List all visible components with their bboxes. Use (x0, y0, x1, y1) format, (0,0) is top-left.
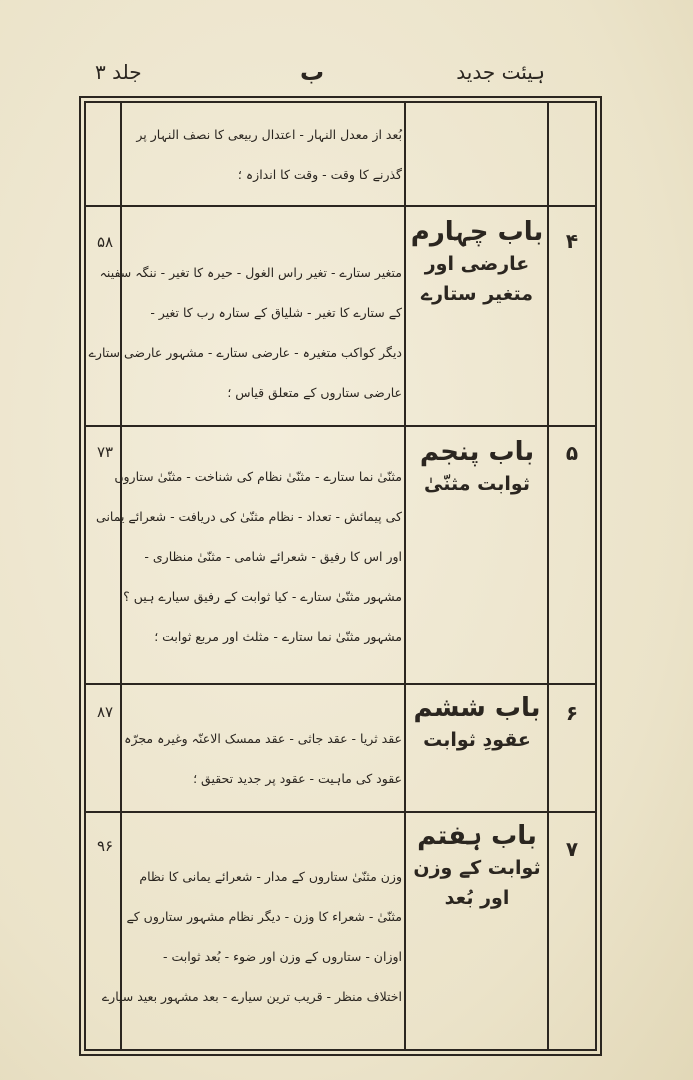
chapter-heading (408, 215, 546, 309)
content-line: وزن مثنّیٰ ستاروں کے مدار - شعرائے یمانی کا نظام (139, 869, 402, 884)
chapter-subtitle: عقودِ ثوابت (423, 729, 531, 751)
content-line: گذرنے کا وقت - وقت کا اندازہ ؛ (237, 167, 402, 182)
content-line: عقد ثریا - عقد جاثی - عقد ممسک الاعنّہ وغیرہ مجرّہ (124, 731, 402, 746)
page-number: ۸۷ (96, 703, 114, 721)
chapter-heading (408, 819, 546, 913)
content-line: بُعد از معدل النہار - اعتدال ربیعی کا نصف النہار پر (136, 127, 402, 142)
content-line: مشہور مثنّیٰ ستارے - کیا ثوابت کے رفیق سیارے ہیں ؟ (123, 589, 402, 604)
chapter-heading (408, 691, 546, 755)
row-contents (101, 857, 402, 1017)
chapter-number: ۶ (565, 701, 579, 725)
row-contents (96, 457, 402, 657)
content-line: متغیر ستارے - تغیر راس الغول - حیرہ کا تغیر - ننگہ سفینہ (99, 265, 402, 280)
page-number: ۷۳ (96, 443, 114, 461)
chapter-title: باب پنجم (419, 437, 535, 467)
contents-table (84, 101, 597, 1051)
volume-label: جلد ۳ (95, 60, 142, 84)
page-header (95, 58, 545, 88)
row-contents (124, 115, 402, 195)
page-number: ۹۶ (96, 837, 114, 855)
table-row (86, 205, 595, 425)
table-row (86, 811, 595, 1051)
table-row (86, 425, 595, 683)
chapter-title: باب ہفتم (417, 821, 537, 851)
content-line: اختلاف منظر - قریب ترین سیارے - بعد مشہور بعید سیارے (101, 989, 402, 1004)
chapter-number: ۷ (565, 837, 579, 861)
content-line: اور اس کا رفیق - شعرائے شامی - مثنّیٰ منظاری - (144, 549, 402, 564)
content-line: مشہور مثنّیٰ نما ستارے - مثلث اور مربع ثوابت ؛ (154, 629, 402, 644)
book-title: ہیئت جدید (456, 60, 545, 84)
folio-letter: ب (300, 58, 325, 86)
chapter-number: ۴ (565, 229, 579, 253)
table-row (86, 103, 595, 205)
content-line: عارضی ستاروں کے متعلق قیاس ؛ (227, 385, 402, 400)
table-row (86, 683, 595, 811)
content-line: دیگر کواکب متغیرہ - عارضی ستارے - مشہور عارضی ستارے (88, 345, 402, 360)
row-contents (124, 719, 402, 799)
chapter-heading (408, 435, 546, 499)
chapter-subtitle: ثوابت کے وزن اور بُعد (413, 857, 541, 909)
content-line: کے ستارے کا تغیر - شلیاق کے ستارہ رب کا تغیر - (150, 305, 402, 320)
chapter-subtitle: عارضی اور متغیر ستارے (420, 253, 534, 305)
content-line: مثنّیٰ - شعراء کا وزن - دیگر نظام مشہور ستاروں کے (126, 909, 402, 924)
chapter-number: ۵ (565, 441, 579, 465)
chapter-title: باب چہارم (410, 217, 544, 247)
content-line: عقود کی ماہیت - عقود پر جدید تحقیق ؛ (193, 771, 402, 786)
content-line: کی پیمائش - تعداد - نظام مثنّیٰ کی دریافت - شعرائے یمانی (96, 509, 402, 524)
row-contents (88, 253, 402, 413)
chapter-subtitle: ثوابت مثنّیٰ (424, 473, 530, 495)
content-line: مثنّیٰ نما ستارے - مثنّیٰ نظام کی شناخت - مثنّیٰ ستاروں (114, 469, 402, 484)
page-number: ۵۸ (96, 233, 114, 251)
content-line: اوزان - ستاروں کے وزن اور ضوء - بُعد ثوابت - (162, 949, 402, 964)
chapter-title: باب ششم (413, 693, 541, 723)
